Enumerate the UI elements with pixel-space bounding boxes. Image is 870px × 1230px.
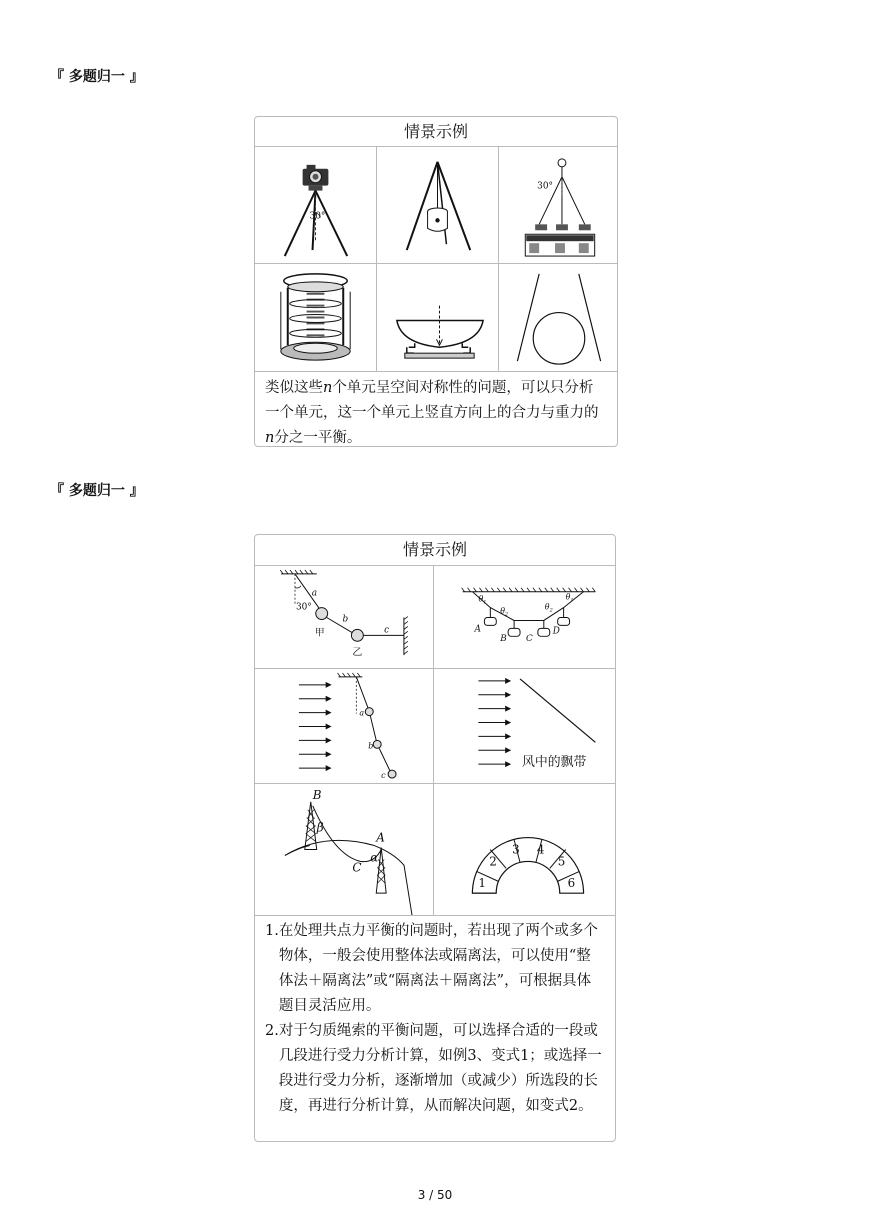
figure-power-line — [255, 784, 434, 916]
card-description-list — [255, 916, 615, 1123]
ball-c-label: c — [381, 771, 386, 781]
list-item-number: 1. — [265, 923, 279, 939]
list-item-text: 对于匀质绳索的平衡问题，可以选择合适的一段或几段进行受力分析计算，如例3、变式1；或选择一段进行受力分析，逐渐增加（或减少）所选段的长度，再进行分析计算，从而解决问题，如变式2。 — [278, 1023, 602, 1114]
ball-b-label: b — [368, 741, 374, 751]
angle-beta-label: β — [316, 820, 324, 835]
pot-tripod-diagram — [377, 147, 498, 263]
desc-part-1: 类似这些 — [265, 380, 323, 396]
desc-part-3: 分之一平衡。 — [274, 430, 362, 446]
tower-B-label: B — [312, 787, 322, 802]
desc-n-2: n — [265, 430, 275, 446]
figure-four-lamps — [434, 566, 615, 669]
list-item-number: 2. — [265, 1023, 279, 1039]
desc-part-2: 个单元呈空间对称性的问题，可以只分析一个单元，这一个单元上竖直方向上的合力与重力的 — [265, 380, 599, 421]
figure-ball-planes — [499, 264, 617, 372]
theta-2-label: $\theta_2$ — [500, 606, 509, 618]
scenario-card-2 — [254, 534, 616, 1142]
ball-a-label: a — [359, 708, 365, 718]
chandelier-diagram — [499, 147, 617, 263]
section-title-1: 『 多题归一 』 — [50, 69, 144, 85]
angle-alpha-label: α — [370, 850, 379, 865]
bowl-diagram — [377, 264, 498, 371]
lamp-A-label: A — [474, 624, 481, 635]
figure-wind-balls — [255, 669, 434, 784]
camera-tripod-diagram — [255, 147, 376, 263]
four-lamps-diagram — [434, 566, 615, 668]
figure-camera-tripod — [255, 147, 377, 264]
rope-a-label: a — [311, 588, 318, 599]
figure-grid — [255, 566, 615, 916]
list-item — [265, 1019, 605, 1119]
card-header: 情景示例 — [255, 535, 615, 566]
block-1-label: 1 — [478, 876, 486, 891]
section-title-2: 『 多题归一 』 — [50, 483, 144, 499]
power-line-diagram — [255, 784, 433, 915]
rope-c-label: c — [384, 625, 390, 636]
wind-ribbon-diagram — [434, 669, 615, 783]
block-5-label: 5 — [557, 854, 566, 869]
ball-yi-label: 乙 — [352, 647, 363, 659]
hanging-balls-wall-diagram — [255, 566, 433, 668]
card-header: 情景示例 — [255, 117, 617, 147]
tower-A-label: A — [376, 830, 385, 845]
block-6-label: 6 — [567, 876, 576, 891]
theta-4-label: $\theta_1$ — [565, 592, 574, 604]
figure-chandelier — [499, 147, 617, 264]
point-C-label: C — [352, 860, 362, 875]
lamp-B-label: B — [500, 634, 507, 645]
arch-diagram — [434, 784, 615, 915]
list-item-text: 在处理共点力平衡的问题时，若出现了两个或多个物体，一般会使用整体法或隔离法，可以使用“整体法＋隔离法”或“隔离法＋隔离法”，可根据具体题目灵活应用。 — [278, 923, 598, 1014]
rope-b-label: b — [342, 614, 349, 625]
card-description — [255, 372, 617, 455]
figure-arch — [434, 784, 615, 916]
ribbon-caption: 风中的飘带 — [522, 755, 587, 771]
chandelier-angle-label: 30° — [537, 181, 553, 192]
lamp-C-label: C — [525, 634, 533, 645]
figure-grid — [255, 147, 617, 372]
figure-wind-ribbon — [434, 669, 615, 784]
scenario-card-1 — [254, 116, 618, 447]
angle-30-label: 30° — [295, 602, 312, 613]
theta-1-label: $\theta_1$ — [478, 594, 487, 606]
ball-planes-diagram — [499, 264, 617, 371]
block-3-label: 3 — [512, 842, 520, 857]
wind-balls-diagram — [255, 669, 433, 783]
page-number: 3 / 50 — [417, 1188, 453, 1202]
spring-cage-diagram — [255, 264, 376, 371]
ball-jia-label: 甲 — [314, 627, 325, 639]
tripod-angle-label: 30° — [309, 211, 326, 222]
block-2-label: 2 — [489, 854, 497, 869]
figure-bowl — [377, 264, 499, 372]
desc-n-1: n — [323, 380, 333, 396]
figure-spring-cage — [255, 264, 377, 372]
theta-3-label: $\theta_2$ — [544, 602, 553, 614]
figure-hanging-balls-wall — [255, 566, 434, 669]
figure-pot-tripod — [377, 147, 499, 264]
lamp-D-label: D — [552, 626, 560, 637]
block-4-label: 4 — [536, 842, 545, 857]
list-item — [265, 919, 605, 1019]
